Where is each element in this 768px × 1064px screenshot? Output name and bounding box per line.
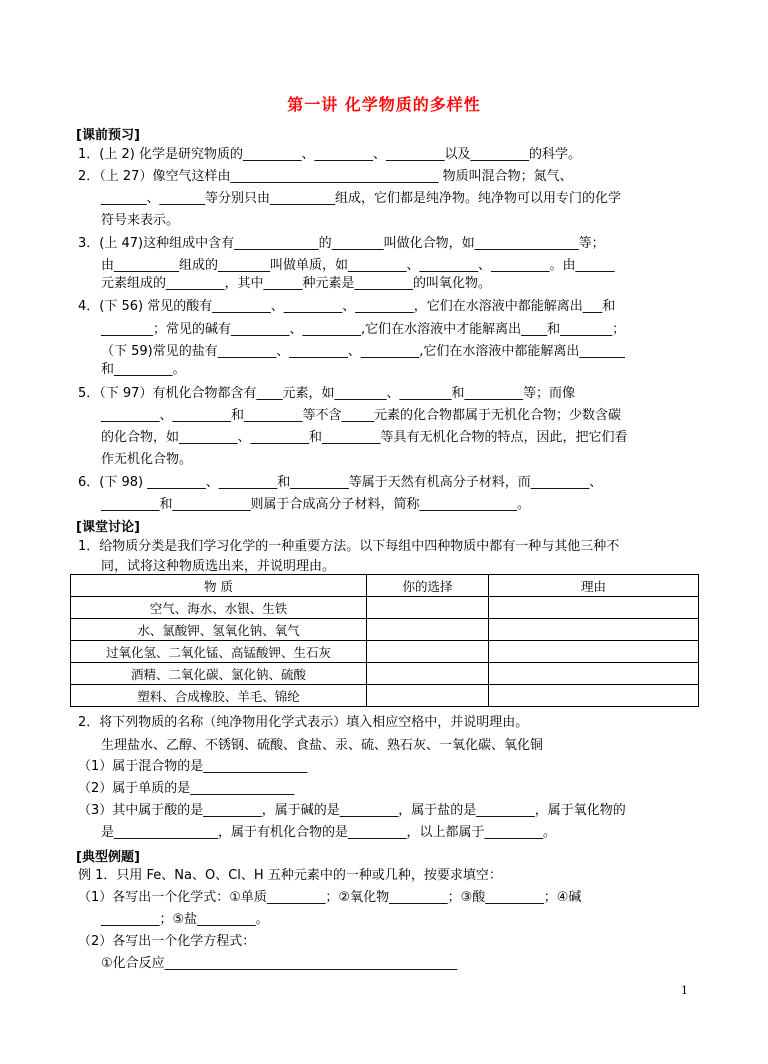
reason-cell[interactable]	[489, 597, 699, 619]
material-cell: 水、氯酸钾、氢氧化钠、氧气	[71, 619, 367, 641]
table-row	[71, 641, 699, 663]
text-line: _________和____________则属于合成高分子材料，简称_______________。	[101, 497, 531, 512]
section-heading-discussion: [课堂讨论]	[76, 520, 140, 535]
page-title: 第一讲 化学物质的多样性	[287, 95, 481, 114]
text-line: 4．(下 56) 常见的酸有_________、_________、_________，它们在水溶液中都能解离出___和	[78, 299, 616, 314]
text-line: 生理盐水、乙醇、不锈钢、硫酸、食盐、汞、硫、熟石灰、一氧化碳、氧化铜	[101, 738, 544, 753]
section-heading-examples: [典型例题]	[76, 850, 140, 865]
text-line: （2）属于单质的是________________	[78, 781, 295, 796]
reason-cell[interactable]	[489, 685, 699, 707]
material-cell: 酒精、二氧化碳、氯化钠、硫酸	[71, 663, 367, 685]
choice-cell[interactable]	[367, 619, 489, 641]
text-line: 作无机化合物。	[101, 452, 193, 467]
text-line: 同，试将这种物质选出来，并说明理由。	[101, 559, 336, 574]
material-cell: 空气、海水、水银、生铁	[71, 597, 367, 619]
text-line: （1）各写出一个化学式：①单质_________；②氧化物_________；③酸_________；④碱	[78, 890, 582, 905]
text-line: 符号来表示。	[101, 213, 180, 228]
text-line: ________；常见的碱有_________、_________,它们在水溶液中才能解离出____和________；	[101, 322, 626, 337]
reason-cell[interactable]	[489, 663, 699, 685]
text-line: （2）各写出一个化学方程式：	[78, 934, 256, 949]
text-line: 2．将下列物质的名称（纯净物用化学式表示）填入相应空格中，并说明理由。	[78, 715, 529, 730]
table-row	[71, 597, 699, 619]
header-cell-material: 物 质	[71, 575, 367, 597]
text-line: 和_________。	[101, 362, 186, 377]
text-line: 6．(下 98) _________、_________和_________等属于天然有机高分子材料，而_________、	[78, 475, 603, 490]
text-line: _________、_________和_________等不含_____元素的化合物都属于无机化合物；少数含碳	[101, 408, 622, 423]
text-line: 例 1．只用 Fe、Na、O、Cl、H 五种元素中的一种或几种，按要求填空：	[78, 868, 502, 883]
reason-cell[interactable]	[489, 641, 699, 663]
text-line: 元素组成的_________，其中______种元素是_________的叫氧化物。	[101, 276, 492, 291]
classification-table	[70, 574, 699, 707]
header-cell-reason: 理由	[489, 575, 699, 597]
text-line: 1．给物质分类是我们学习化学的一种重要方法。以下每组中四种物质中都有一种与其他三种不	[78, 539, 620, 554]
table-header-row	[71, 575, 699, 597]
material-cell: 塑料、合成橡胶、羊毛、锦纶	[71, 685, 367, 707]
text-line: 1．(上 2) 化学是研究物质的_________、_________、_________以及_________的科学。	[78, 147, 581, 162]
text-line: 的化合物，如_________、_________和_________等具有无机化合物的特点，因此，把它们看	[101, 430, 628, 445]
reason-cell[interactable]	[489, 619, 699, 641]
text-line: 由__________组成的________叫做单质，如_________、_________、_________。由______	[101, 258, 615, 273]
text-line: 3．(上 47)这种组成中含有_____________的________叫做化合物，如________________等；	[78, 236, 605, 251]
text-line: 是________________，属于有机化合物的是_________，以上都属于_________。	[101, 825, 557, 840]
page-number: 1	[681, 984, 688, 997]
material-cell: 过氧化氢、二氧化锰、高锰酸钾、生石灰	[71, 641, 367, 663]
text-line: 2．（上 27）像空气这样由________________________________ 物质叫混合物；氮气、	[78, 169, 573, 184]
choice-cell[interactable]	[367, 663, 489, 685]
choice-cell[interactable]	[367, 597, 489, 619]
choice-cell[interactable]	[367, 685, 489, 707]
header-cell-choice: 你的选择	[367, 575, 489, 597]
text-line: ①化合反应_____________________________________________	[101, 956, 458, 971]
table-row	[71, 685, 699, 707]
text-line: （1）属于混合物的是________________	[78, 759, 308, 774]
text-line: （下 59)常见的盐有_________、_________、_________,它们在水溶液中都能解离出_______	[101, 344, 625, 359]
choice-cell[interactable]	[367, 641, 489, 663]
table-row	[71, 663, 699, 685]
table-row	[71, 619, 699, 641]
text-line: _______、_______等分别只由__________组成，它们都是纯净物。纯净物可以用专门的化学	[101, 191, 622, 206]
text-line: （3）其中属于酸的是_________，属于碱的是_________，属于盐的是_________，属于氧化物的	[78, 803, 626, 818]
text-line: 5．（下 97）有机化合物都含有____元素，如________、________和_________等；而像	[78, 386, 575, 401]
text-line: _________；⑤盐_________。	[101, 912, 269, 927]
section-heading-preview: [课前预习]	[76, 128, 140, 143]
